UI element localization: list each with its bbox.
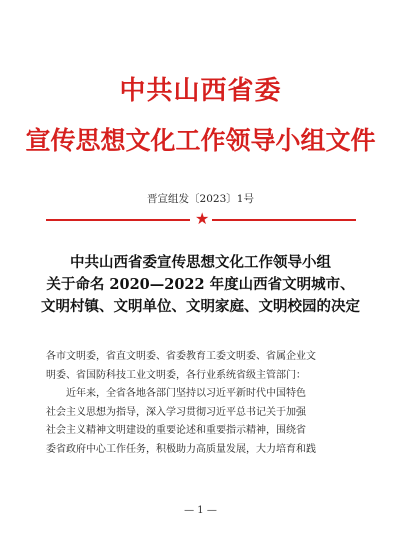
red-divider <box>46 209 356 228</box>
page-number: — 1 — <box>184 505 217 516</box>
document-number: 晋宣组发〔2023〕1号 <box>147 193 254 205</box>
decision-title <box>0 252 401 318</box>
document-header-title: 宣传思想文化工作领导小组文件 <box>25 126 376 155</box>
body-line: 委省政府中心工作任务，积极助力高质量发展，大力培育和践 <box>46 443 316 455</box>
issuing-organization: 中共山西省委 <box>119 76 282 106</box>
title-line: 中共山西省委宣传思想文化工作领导小组 <box>70 254 331 271</box>
divider-line-left <box>46 219 190 221</box>
divider-line-right <box>212 219 356 221</box>
star-icon: ★ <box>195 209 210 228</box>
body-line: 明委、省国防科技工业文明委，各行业系统省级主管部门： <box>46 369 306 381</box>
body-line: 社会主义思想为指导，深入学习贯彻习近平总书记关于加强 <box>46 406 306 418</box>
body-line: 社会主义精神文明建设的重要论述和重要指示精神，围绕省 <box>46 425 306 436</box>
title-line: 文明村镇、文明单位、文明家庭、文明校园的决定 <box>41 298 360 315</box>
body-line: 各市文明委，省直文明委、省委教育工委文明委、省属企业文 <box>46 351 316 362</box>
body-line: 近年来，全省各地各部门坚持以习近平新时代中国特色 <box>66 388 306 399</box>
body-text <box>46 348 358 459</box>
title-line: 关于命名 2020—2022 年度山西省文明城市、 <box>46 276 355 293</box>
